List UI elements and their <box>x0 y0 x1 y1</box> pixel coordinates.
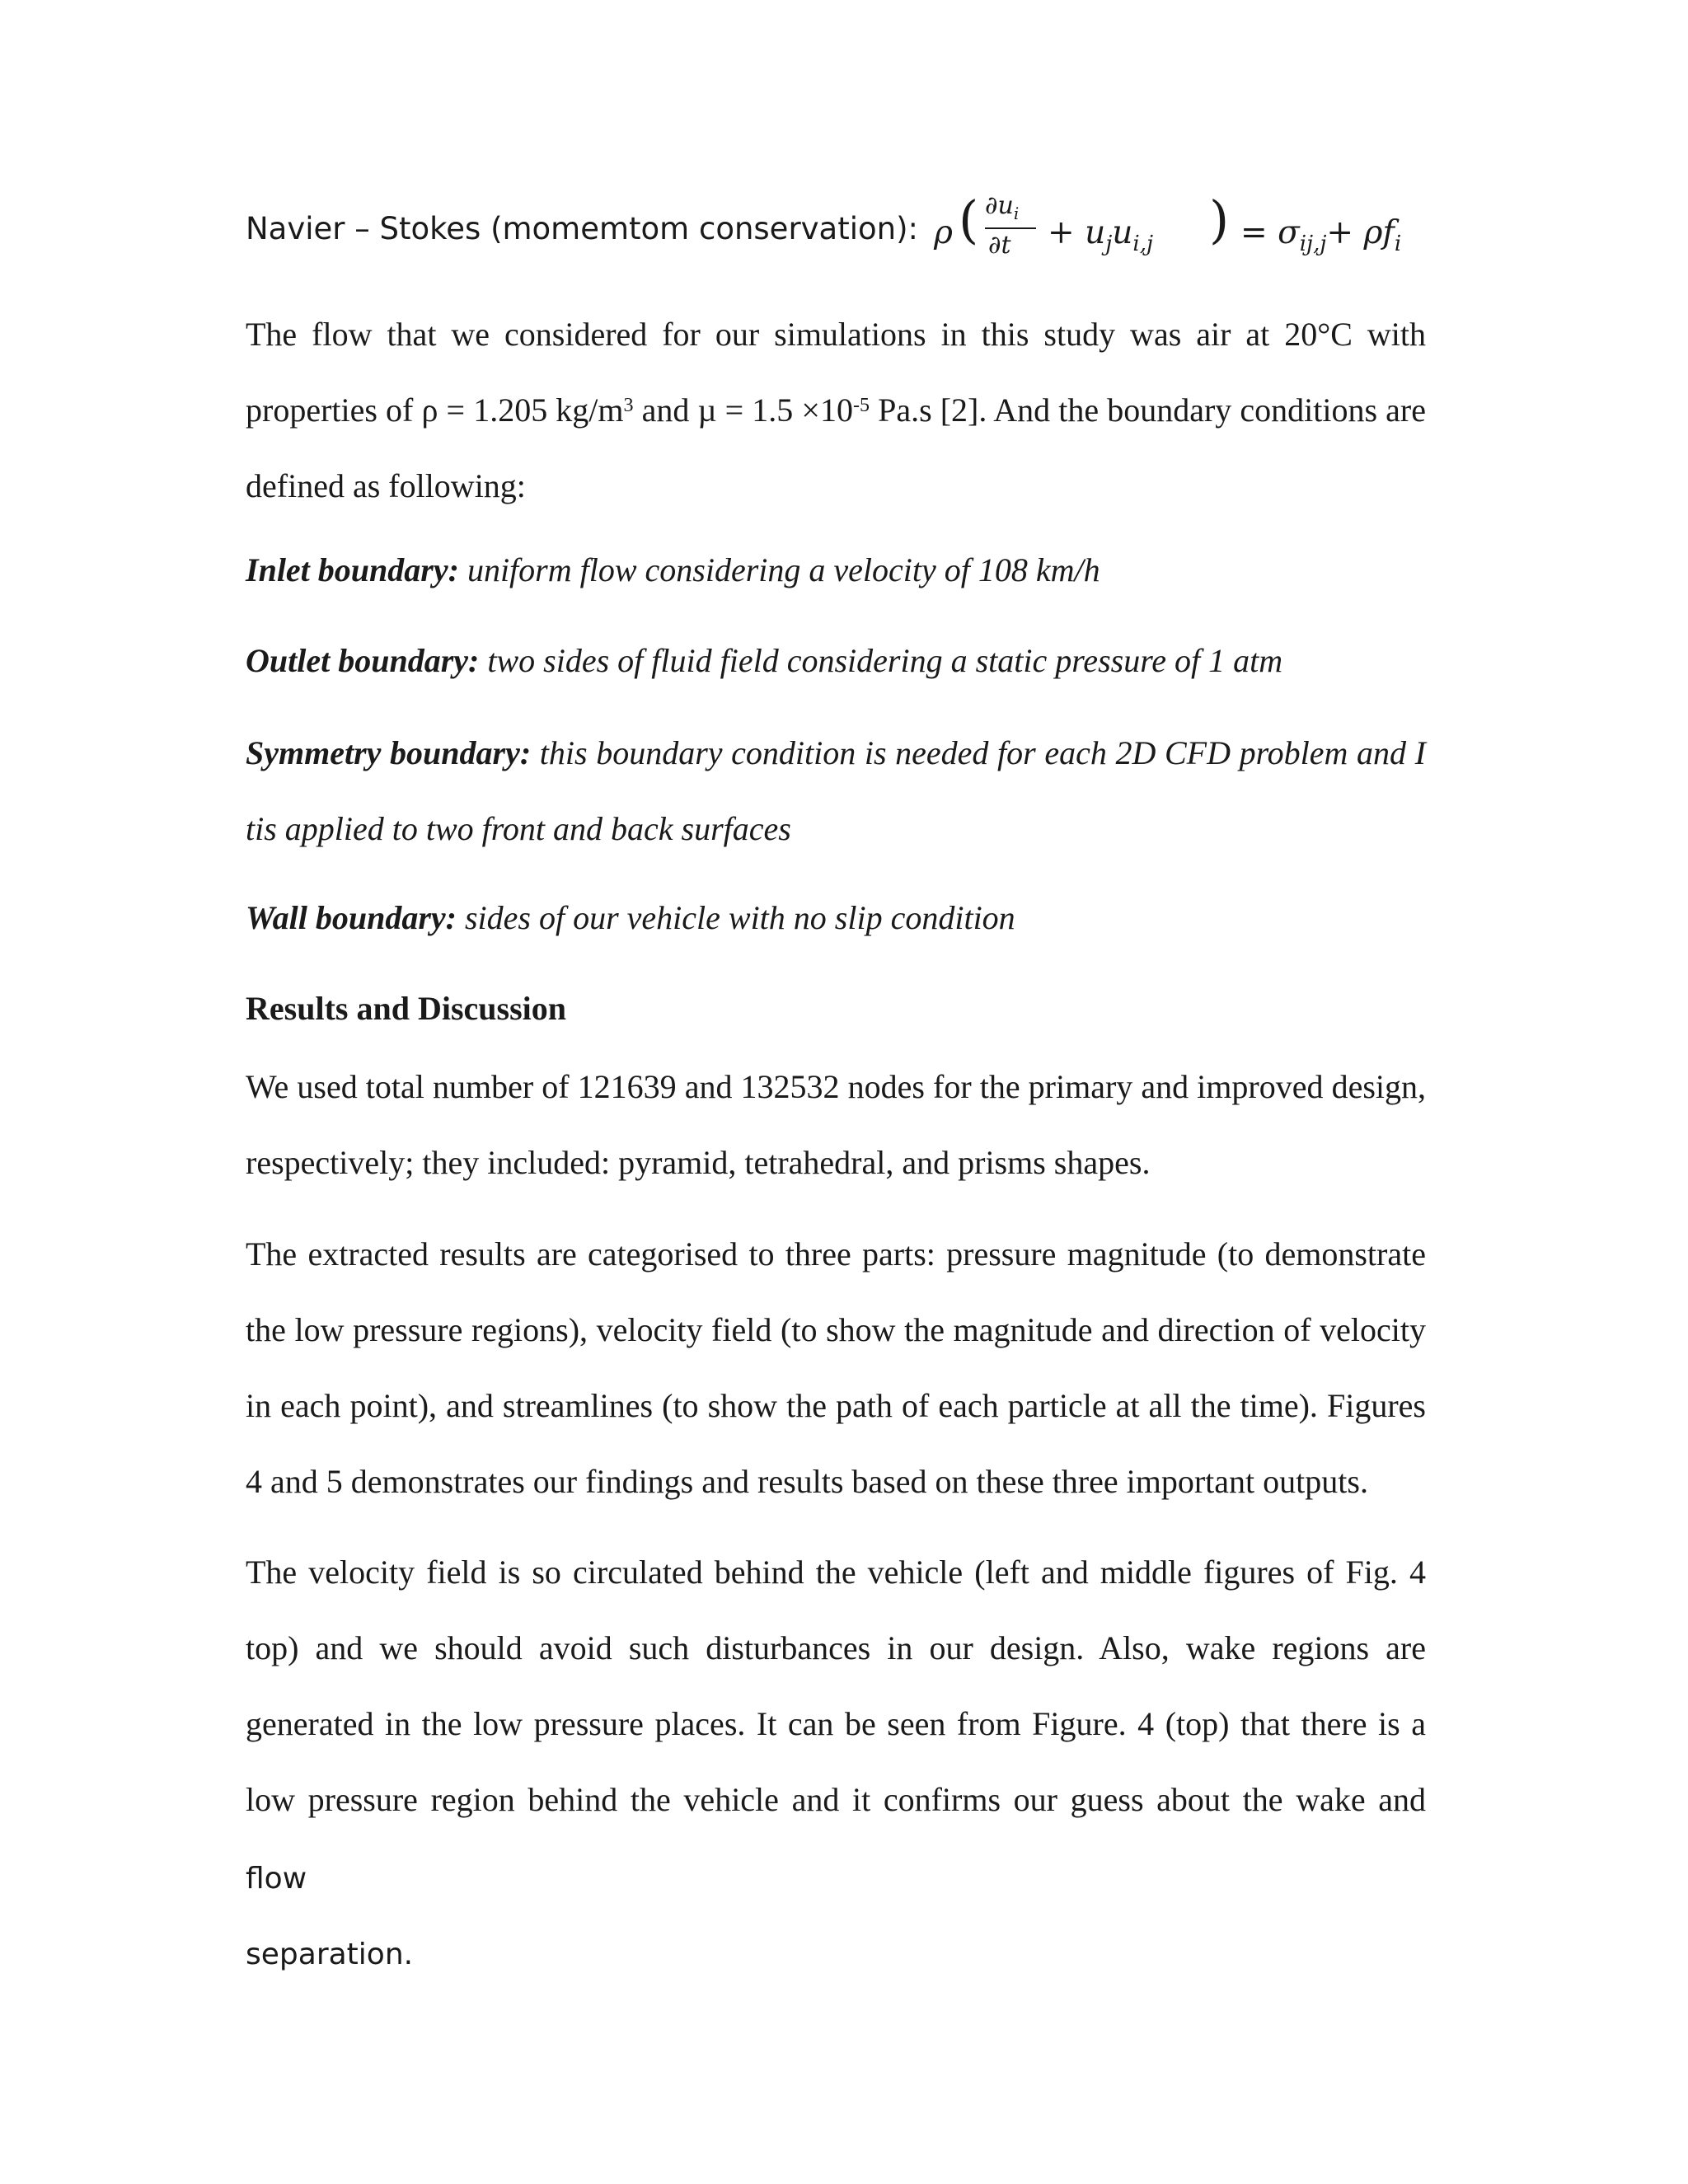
close-paren: ) <box>1209 190 1230 250</box>
fraction-bar <box>985 227 1036 229</box>
paragraph-line: respectively; they included: pyramid, tetrahedral, and prisms shapes. <box>246 1144 1151 1181</box>
symmetry-boundary-line: Symmetry boundary: this boundary condition is needed for each 2D CFD problem and I <box>246 734 1426 771</box>
paragraph-line: generated in the low pressure places. It can be seen from Figure. 4 (top) that there is a <box>246 1705 1426 1742</box>
equation-label: Navier – Stokes (momemtom conservation): <box>246 211 919 246</box>
velocity-field-paragraph <box>246 1535 1426 1993</box>
section-heading: Results and Discussion <box>246 990 567 1027</box>
paragraph-line: The extracted results are categorised to three parts: pressure magnitude (to demonstrate <box>246 1235 1426 1272</box>
wall-boundary-label: Wall boundary: <box>246 899 457 936</box>
paragraph-line: separation. <box>246 1938 414 1971</box>
open-paren: ( <box>959 190 979 250</box>
rho-symbol: ρ <box>934 214 953 251</box>
paragraph-line: top) and we should avoid such disturbances in our design. Also, wake regions are <box>246 1629 1426 1666</box>
convective-term: + $u_ju_{i,j}$ <box>1048 214 1154 256</box>
paragraph-line: 4 and 5 demonstrates our findings and results based on these three important outputs. <box>246 1463 1368 1500</box>
results-categories-paragraph <box>246 1216 1426 1520</box>
outlet-boundary-text: two sides of fluid field considering a static pressure of 1 atm <box>479 642 1283 679</box>
symmetry-boundary <box>246 715 1426 867</box>
inlet-boundary-text: uniform flow considering a velocity of 108 km/h <box>458 551 1100 588</box>
paragraph-line: The velocity field is so circulated behind the vehicle (left and middle figures of Fig. 4 <box>246 1554 1426 1591</box>
paragraph-line: The flow that we considered for our simulations in this study was air at 20°C with <box>246 316 1426 353</box>
outlet-boundary-label: Outlet boundary: <box>246 642 480 679</box>
inlet-boundary-label: Inlet boundary: <box>246 551 459 588</box>
outlet-boundary <box>246 641 1426 681</box>
wall-boundary <box>246 898 1426 938</box>
stress-term: = $\sigma_{ij,j}+ \rho f_i$ <box>1240 214 1402 256</box>
symmetry-boundary-line: tis applied to two front and back surfaces <box>246 810 791 847</box>
inlet-boundary <box>246 551 1426 590</box>
fraction-numerator: $\partial u_i$ <box>985 191 1020 223</box>
flow-properties-paragraph <box>246 297 1426 524</box>
fraction-denominator: ∂t <box>988 231 1011 260</box>
paragraph-line: defined as following: <box>246 467 526 504</box>
paragraph-line: properties of ρ = 1.205 $kg/m^3$ and $\mu = 1.5 \times 10^{-5}$ Pa.s [2]. And the boundary conditions are <box>246 391 1426 429</box>
mesh-nodes-paragraph <box>246 1049 1426 1201</box>
navier-stokes-equation-row <box>246 191 1426 265</box>
paragraph-line: low pressure region behind the vehicle and it confirms our guess about the wake and flow <box>246 1781 1426 1896</box>
wall-boundary-text: sides of our vehicle with no slip condition <box>456 899 1015 936</box>
paragraph-line: We used total number of 121639 and 132532 nodes for the primary and improved design, <box>246 1068 1426 1105</box>
paragraph-line: the low pressure regions), velocity field (to show the magnitude and direction of velocity <box>246 1311 1426 1348</box>
paragraph-line: in each point), and streamlines (to show the path of each particle at all the time). Figures <box>246 1387 1426 1424</box>
